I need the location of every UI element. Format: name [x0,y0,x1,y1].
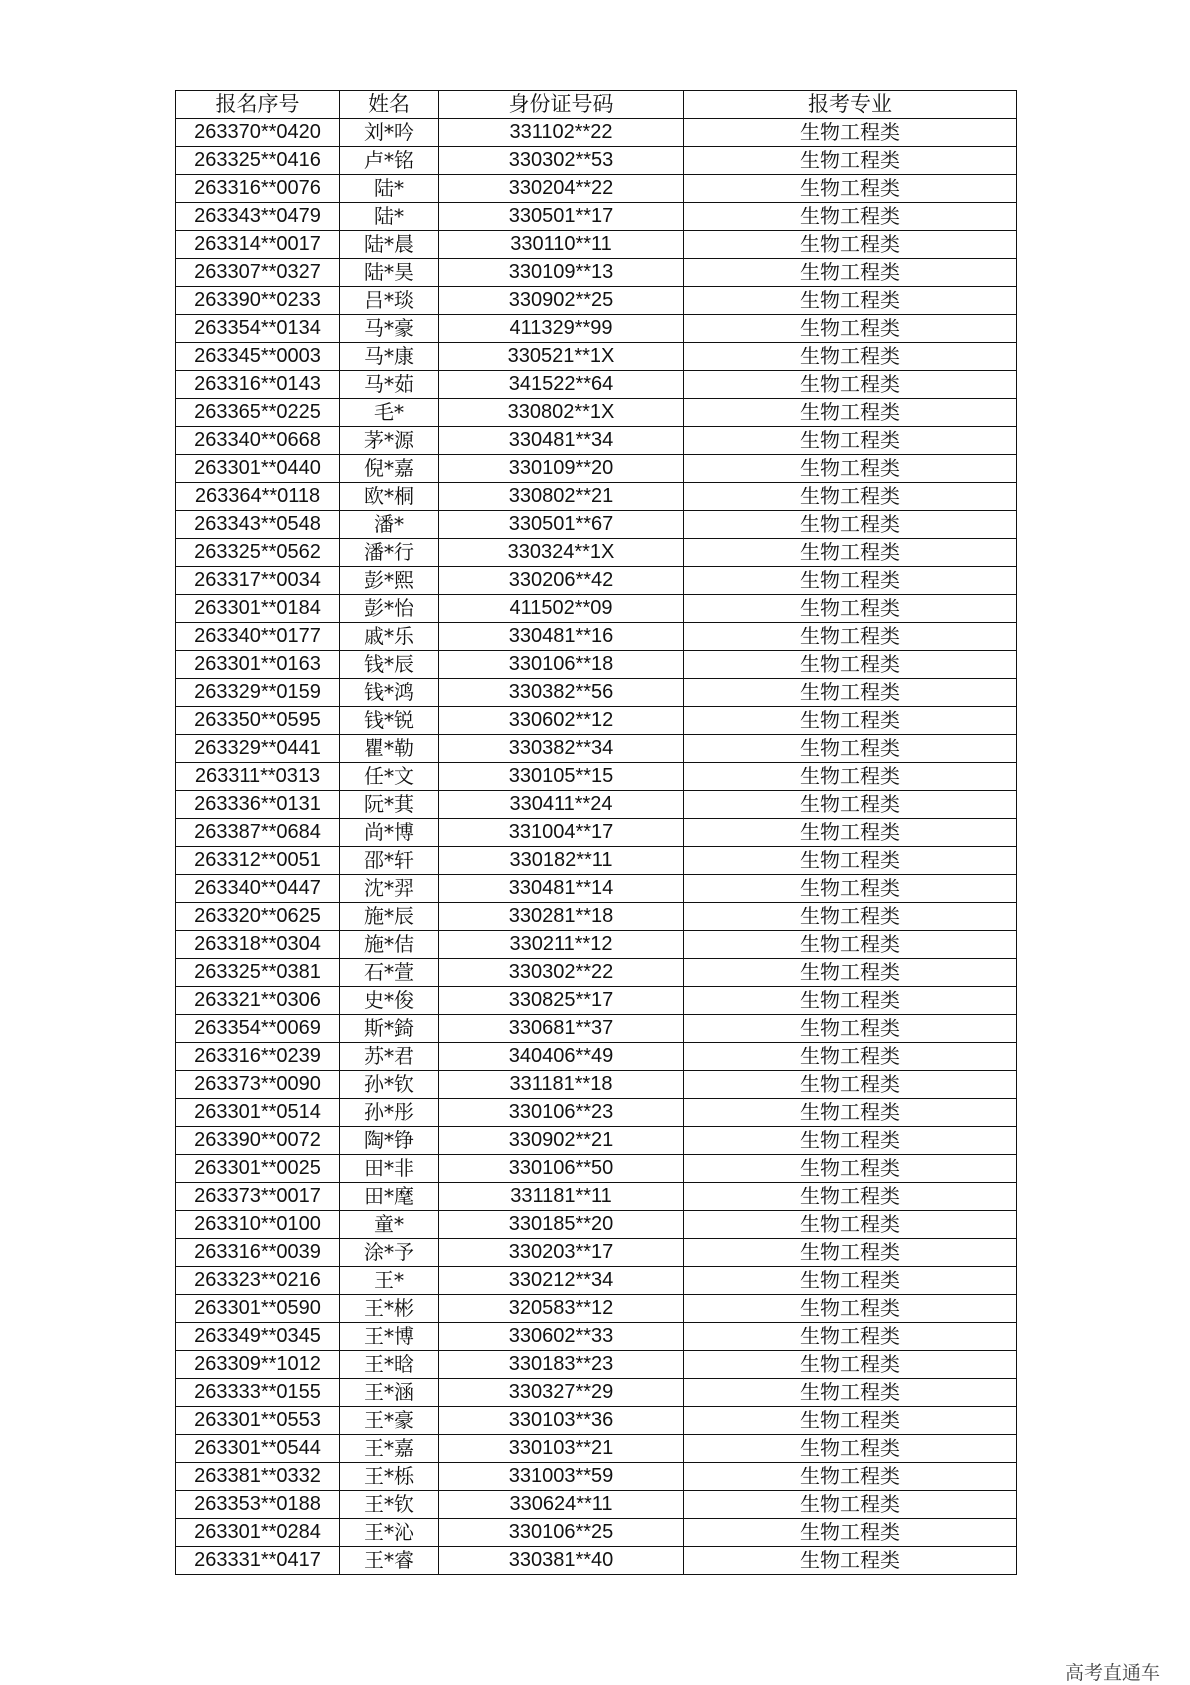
table-row [176,1519,1017,1547]
major-cell: 生物工程类 [684,1407,1017,1435]
table-row [176,1407,1017,1435]
registration-number-cell: 263365**0225 [176,399,340,427]
table-row [176,1099,1017,1127]
name-cell: 陆*昊 [340,259,439,287]
table-row [176,791,1017,819]
major-cell: 生物工程类 [684,1127,1017,1155]
name-cell: 陶*铮 [340,1127,439,1155]
table-row [176,567,1017,595]
table-row [176,1183,1017,1211]
major-cell: 生物工程类 [684,147,1017,175]
major-cell: 生物工程类 [684,231,1017,259]
id-number-cell: 330602**33 [439,1323,684,1351]
name-cell: 马*康 [340,343,439,371]
registration-number-cell: 263325**0416 [176,147,340,175]
major-cell: 生物工程类 [684,567,1017,595]
major-cell: 生物工程类 [684,903,1017,931]
name-cell: 邵*轩 [340,847,439,875]
table-row [176,819,1017,847]
name-cell: 田*麾 [340,1183,439,1211]
id-number-cell: 330302**53 [439,147,684,175]
table-row [176,1239,1017,1267]
major-cell: 生物工程类 [684,679,1017,707]
name-cell: 童* [340,1211,439,1239]
major-cell: 生物工程类 [684,707,1017,735]
id-number-cell: 330110**11 [439,231,684,259]
registration-number-cell: 263354**0134 [176,315,340,343]
table-row [176,735,1017,763]
table-row [176,399,1017,427]
registration-number-cell: 263301**0184 [176,595,340,623]
registration-number-cell: 263370**0420 [176,119,340,147]
id-number-cell: 330624**11 [439,1491,684,1519]
registration-number-cell: 263301**0590 [176,1295,340,1323]
id-number-cell: 330481**16 [439,623,684,651]
name-cell: 潘* [340,511,439,539]
id-number-cell: 330602**12 [439,707,684,735]
major-cell: 生物工程类 [684,1463,1017,1491]
name-cell: 王*钦 [340,1491,439,1519]
major-cell: 生物工程类 [684,175,1017,203]
table-row [176,1267,1017,1295]
registration-number-cell: 263340**0668 [176,427,340,455]
table-row [176,315,1017,343]
name-cell: 钱*辰 [340,651,439,679]
id-number-cell: 330203**17 [439,1239,684,1267]
major-cell: 生物工程类 [684,735,1017,763]
table-row [176,175,1017,203]
name-cell: 任*文 [340,763,439,791]
registration-number-cell: 263350**0595 [176,707,340,735]
id-number-cell: 341522**64 [439,371,684,399]
registration-number-cell: 263310**0100 [176,1211,340,1239]
table-row [176,1379,1017,1407]
name-cell: 陆*晨 [340,231,439,259]
registration-number-cell: 263353**0188 [176,1491,340,1519]
id-number-cell: 330185**20 [439,1211,684,1239]
table-row [176,203,1017,231]
registration-number-cell: 263301**0514 [176,1099,340,1127]
id-number-cell: 331181**11 [439,1183,684,1211]
id-number-cell: 330802**1X [439,399,684,427]
registration-number-cell: 263340**0177 [176,623,340,651]
id-number-cell: 331181**18 [439,1071,684,1099]
id-number-cell: 330501**67 [439,511,684,539]
major-cell: 生物工程类 [684,399,1017,427]
registration-number-cell: 263343**0479 [176,203,340,231]
table-row [176,987,1017,1015]
name-cell: 王*彬 [340,1295,439,1323]
name-cell: 彭*熙 [340,567,439,595]
major-cell: 生物工程类 [684,819,1017,847]
major-cell: 生物工程类 [684,371,1017,399]
table-row [176,371,1017,399]
name-cell: 欧*桐 [340,483,439,511]
registration-number-cell: 263316**0239 [176,1043,340,1071]
registration-number-cell: 263307**0327 [176,259,340,287]
major-cell: 生物工程类 [684,959,1017,987]
registration-number-cell: 263316**0143 [176,371,340,399]
name-cell: 陆* [340,175,439,203]
id-number-cell: 330481**34 [439,427,684,455]
registration-number-cell: 263321**0306 [176,987,340,1015]
major-cell: 生物工程类 [684,315,1017,343]
table-row [176,1435,1017,1463]
table-header-row [176,91,1017,119]
table-row [176,231,1017,259]
id-number-cell: 330103**21 [439,1435,684,1463]
id-number-cell: 330182**11 [439,847,684,875]
major-cell: 生物工程类 [684,987,1017,1015]
registration-number-cell: 263301**0284 [176,1519,340,1547]
header-id-number: 身份证号码 [439,91,684,119]
table-row [176,1323,1017,1351]
id-number-cell: 330802**21 [439,483,684,511]
name-cell: 马*茹 [340,371,439,399]
registration-number-cell: 263325**0562 [176,539,340,567]
name-cell: 陆* [340,203,439,231]
table-row [176,875,1017,903]
name-cell: 阮*萁 [340,791,439,819]
table-row [176,455,1017,483]
name-cell: 吕*琰 [340,287,439,315]
name-cell: 施*辰 [340,903,439,931]
name-cell: 钱*锐 [340,707,439,735]
name-cell: 钱*鸿 [340,679,439,707]
id-number-cell: 411329**99 [439,315,684,343]
registration-number-cell: 263311**0313 [176,763,340,791]
id-number-cell: 330106**23 [439,1099,684,1127]
major-cell: 生物工程类 [684,1099,1017,1127]
id-number-cell: 330681**37 [439,1015,684,1043]
id-number-cell: 330302**22 [439,959,684,987]
id-number-cell: 330105**15 [439,763,684,791]
id-number-cell: 320583**12 [439,1295,684,1323]
name-cell: 孙*彤 [340,1099,439,1127]
table-row [176,763,1017,791]
name-cell: 斯*錡 [340,1015,439,1043]
registration-number-cell: 263301**0025 [176,1155,340,1183]
table-row [176,1491,1017,1519]
major-cell: 生物工程类 [684,1323,1017,1351]
name-cell: 毛* [340,399,439,427]
major-cell: 生物工程类 [684,1155,1017,1183]
id-number-cell: 331102**22 [439,119,684,147]
registration-number-cell: 263381**0332 [176,1463,340,1491]
major-cell: 生物工程类 [684,875,1017,903]
registration-number-cell: 263301**0163 [176,651,340,679]
id-number-cell: 330481**14 [439,875,684,903]
name-cell: 刘*吟 [340,119,439,147]
table-row [176,1547,1017,1575]
id-number-cell: 330327**29 [439,1379,684,1407]
table-row [176,707,1017,735]
table-row [176,343,1017,371]
id-number-cell: 330324**1X [439,539,684,567]
name-cell: 卢*铭 [340,147,439,175]
table-row [176,847,1017,875]
registration-number-cell: 263331**0417 [176,1547,340,1575]
table-row [176,539,1017,567]
major-cell: 生物工程类 [684,1071,1017,1099]
major-cell: 生物工程类 [684,595,1017,623]
table-row [176,959,1017,987]
registration-number-cell: 263314**0017 [176,231,340,259]
major-cell: 生物工程类 [684,1211,1017,1239]
table-row [176,483,1017,511]
major-cell: 生物工程类 [684,791,1017,819]
registration-number-cell: 263312**0051 [176,847,340,875]
major-cell: 生物工程类 [684,763,1017,791]
registration-number-cell: 263387**0684 [176,819,340,847]
header-name: 姓名 [340,91,439,119]
name-cell: 王*涵 [340,1379,439,1407]
id-number-cell: 330106**25 [439,1519,684,1547]
registration-number-cell: 263373**0090 [176,1071,340,1099]
table-row [176,1015,1017,1043]
id-number-cell: 330212**34 [439,1267,684,1295]
name-cell: 潘*行 [340,539,439,567]
header-registration-number: 报名序号 [176,91,340,119]
registration-number-cell: 263329**0441 [176,735,340,763]
registration-number-cell: 263316**0039 [176,1239,340,1267]
table-row [176,1127,1017,1155]
registration-number-cell: 263343**0548 [176,511,340,539]
name-cell: 王* [340,1267,439,1295]
major-cell: 生物工程类 [684,931,1017,959]
id-number-cell: 330106**18 [439,651,684,679]
major-cell: 生物工程类 [684,119,1017,147]
registration-number-cell: 263309**1012 [176,1351,340,1379]
major-cell: 生物工程类 [684,651,1017,679]
name-cell: 倪*嘉 [340,455,439,483]
id-number-cell: 330902**25 [439,287,684,315]
name-cell: 彭*怡 [340,595,439,623]
id-number-cell: 330211**12 [439,931,684,959]
table-row [176,1071,1017,1099]
table-row [176,259,1017,287]
major-cell: 生物工程类 [684,343,1017,371]
registration-number-cell: 263390**0072 [176,1127,340,1155]
watermark-text: 高考直通车 [1064,1662,1160,1684]
major-cell: 生物工程类 [684,1015,1017,1043]
name-cell: 王*睿 [340,1547,439,1575]
name-cell: 史*俊 [340,987,439,1015]
registration-number-cell: 263317**0034 [176,567,340,595]
name-cell: 石*萱 [340,959,439,987]
table-body [176,119,1017,1575]
name-cell: 马*豪 [340,315,439,343]
table-row [176,1295,1017,1323]
id-number-cell: 330109**20 [439,455,684,483]
registration-number-cell: 263354**0069 [176,1015,340,1043]
name-cell: 王*博 [340,1323,439,1351]
major-cell: 生物工程类 [684,1267,1017,1295]
name-cell: 瞿*勒 [340,735,439,763]
table-row [176,623,1017,651]
registration-number-cell: 263301**0544 [176,1435,340,1463]
registration-number-cell: 263318**0304 [176,931,340,959]
name-cell: 茅*源 [340,427,439,455]
id-number-cell: 330521**1X [439,343,684,371]
major-cell: 生物工程类 [684,539,1017,567]
major-cell: 生物工程类 [684,1351,1017,1379]
registration-number-cell: 263301**0440 [176,455,340,483]
id-number-cell: 330382**56 [439,679,684,707]
table-row [176,1043,1017,1071]
name-cell: 王*沁 [340,1519,439,1547]
major-cell: 生物工程类 [684,1547,1017,1575]
table-row [176,119,1017,147]
major-cell: 生物工程类 [684,1379,1017,1407]
name-cell: 涂*予 [340,1239,439,1267]
name-cell: 王*栎 [340,1463,439,1491]
name-cell: 戚*乐 [340,623,439,651]
table-row [176,511,1017,539]
id-number-cell: 330381**40 [439,1547,684,1575]
registration-number-cell: 263316**0076 [176,175,340,203]
id-number-cell: 330109**13 [439,259,684,287]
table-row [176,1463,1017,1491]
registration-number-cell: 263320**0625 [176,903,340,931]
major-cell: 生物工程类 [684,1491,1017,1519]
id-number-cell: 340406**49 [439,1043,684,1071]
registration-number-cell: 263390**0233 [176,287,340,315]
table-row [176,427,1017,455]
registration-number-cell: 263364**0118 [176,483,340,511]
id-number-cell: 330204**22 [439,175,684,203]
table-row [176,931,1017,959]
id-number-cell: 330902**21 [439,1127,684,1155]
id-number-cell: 330501**17 [439,203,684,231]
id-number-cell: 331004**17 [439,819,684,847]
major-cell: 生物工程类 [684,455,1017,483]
table-row [176,147,1017,175]
major-cell: 生物工程类 [684,287,1017,315]
major-cell: 生物工程类 [684,1519,1017,1547]
major-cell: 生物工程类 [684,623,1017,651]
major-cell: 生物工程类 [684,1435,1017,1463]
registration-number-cell: 263323**0216 [176,1267,340,1295]
table-row [176,903,1017,931]
major-cell: 生物工程类 [684,1295,1017,1323]
name-cell: 苏*君 [340,1043,439,1071]
name-cell: 沈*羿 [340,875,439,903]
registration-number-cell: 263301**0553 [176,1407,340,1435]
table-row [176,1211,1017,1239]
id-number-cell: 330103**36 [439,1407,684,1435]
registration-number-cell: 263340**0447 [176,875,340,903]
id-number-cell: 330382**34 [439,735,684,763]
table-row [176,1155,1017,1183]
major-cell: 生物工程类 [684,483,1017,511]
major-cell: 生物工程类 [684,847,1017,875]
registration-number-cell: 263329**0159 [176,679,340,707]
id-number-cell: 330106**50 [439,1155,684,1183]
name-cell: 尚*博 [340,819,439,847]
table-row [176,679,1017,707]
id-number-cell: 330183**23 [439,1351,684,1379]
name-cell: 王*晗 [340,1351,439,1379]
id-number-cell: 330281**18 [439,903,684,931]
major-cell: 生物工程类 [684,511,1017,539]
id-number-cell: 330825**17 [439,987,684,1015]
name-cell: 王*豪 [340,1407,439,1435]
id-number-cell: 330206**42 [439,567,684,595]
major-cell: 生物工程类 [684,1043,1017,1071]
registration-number-cell: 263336**0131 [176,791,340,819]
table-row [176,651,1017,679]
header-major: 报考专业 [684,91,1017,119]
registration-number-cell: 263349**0345 [176,1323,340,1351]
major-cell: 生物工程类 [684,427,1017,455]
table-row [176,595,1017,623]
major-cell: 生物工程类 [684,1183,1017,1211]
name-cell: 王*嘉 [340,1435,439,1463]
id-number-cell: 411502**09 [439,595,684,623]
table-row [176,287,1017,315]
registration-number-cell: 263325**0381 [176,959,340,987]
table-row [176,1351,1017,1379]
major-cell: 生物工程类 [684,203,1017,231]
registration-number-cell: 263333**0155 [176,1379,340,1407]
registration-number-cell: 263373**0017 [176,1183,340,1211]
name-cell: 施*佶 [340,931,439,959]
major-cell: 生物工程类 [684,1239,1017,1267]
admission-list-table [175,90,1017,1575]
name-cell: 田*非 [340,1155,439,1183]
major-cell: 生物工程类 [684,259,1017,287]
registration-number-cell: 263345**0003 [176,343,340,371]
id-number-cell: 330411**24 [439,791,684,819]
id-number-cell: 331003**59 [439,1463,684,1491]
name-cell: 孙*钦 [340,1071,439,1099]
